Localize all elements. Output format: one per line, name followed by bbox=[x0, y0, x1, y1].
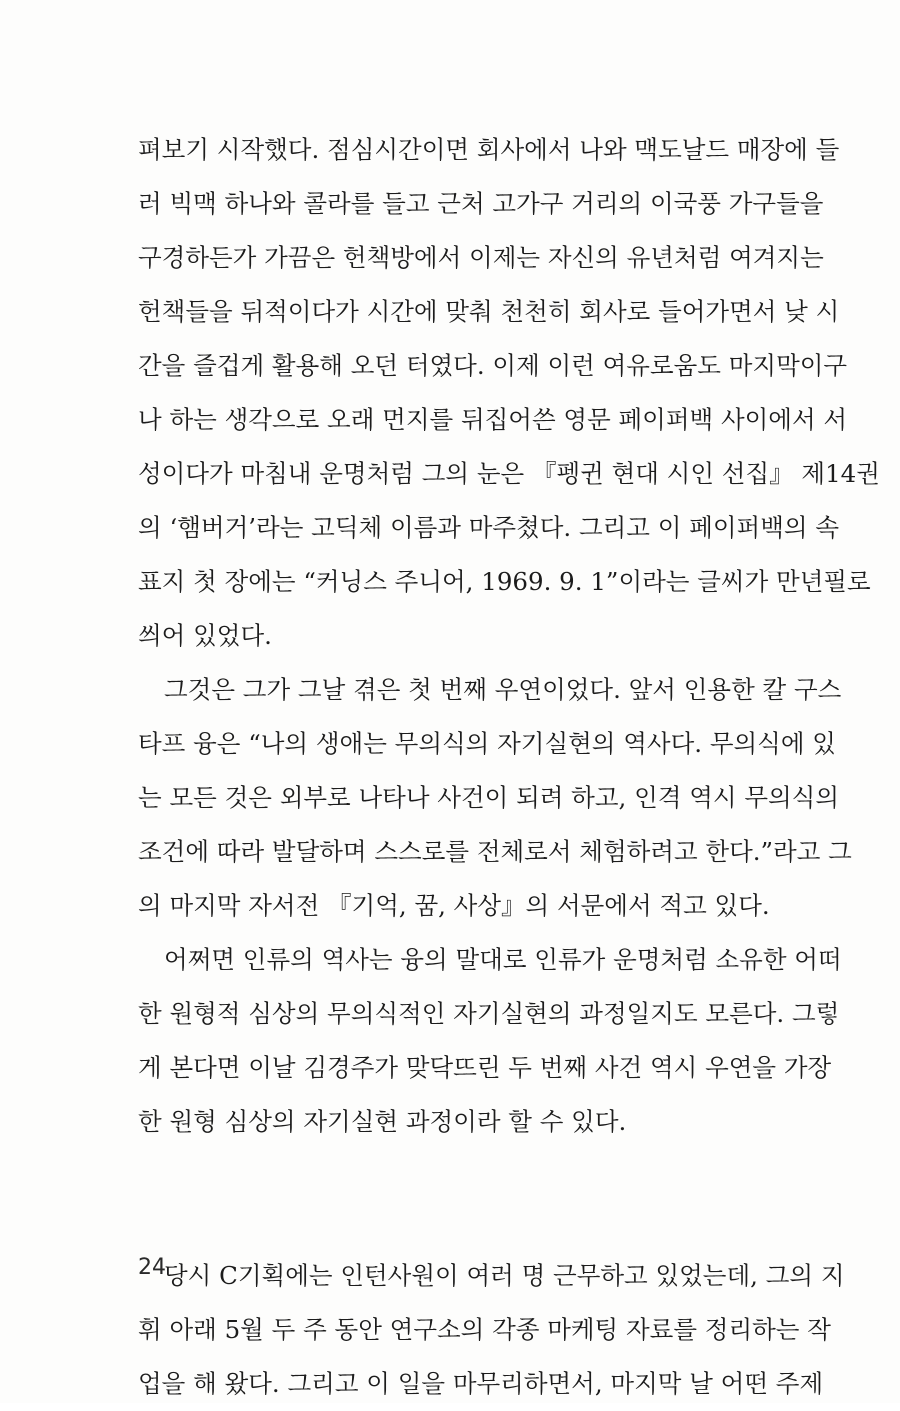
text-line: 헌책들을 뒤적이다가 시간에 맞춰 천천히 회사로 들어가면서 낮 시 bbox=[138, 297, 840, 326]
text-line: 나 하는 생각으로 오래 먼지를 뒤집어쓴 영문 페이퍼백 사이에서 서 bbox=[138, 405, 848, 434]
text-line: 업을 해 왔다. 그리고 이 일을 마무리하면서, 마지막 날 어떤 주제 bbox=[138, 1369, 824, 1398]
text-line: 구경하든가 가끔은 헌책방에서 이제는 자신의 유년처럼 여겨지는 bbox=[138, 243, 824, 272]
text-line: 당시 C기획에는 인턴사원이 여러 명 근무하고 있었는데, 그의 지 bbox=[164, 1261, 845, 1290]
text-line: 성이다가 마침내 운명처럼 그의 눈은 『펭귄 현대 시인 선집』 제14권 bbox=[138, 459, 880, 488]
text-line: 게 본다면 이날 김경주가 맞닥뜨린 두 번째 사건 역시 우연을 가장 bbox=[138, 1053, 832, 1082]
page-number: 24 bbox=[138, 1255, 166, 1280]
text-line: 의 마지막 자서전 『기억, 꿈, 사상』의 서문에서 적고 있다. bbox=[138, 891, 770, 920]
text-line: 러 빅맥 하나와 콜라를 들고 근처 고가구 거리의 이국풍 가구들을 bbox=[138, 189, 824, 218]
text-line: 씌어 있었다. bbox=[138, 621, 272, 650]
text-line: 는 모든 것은 외부로 나타나 사건이 되려 하고, 인격 역시 무의식의 bbox=[138, 783, 840, 812]
text-line: 펴보기 시작했다. 점심시간이면 회사에서 나와 맥도날드 매장에 들 bbox=[138, 135, 840, 164]
text-line: 표지 첫 장에는 “커닝스 주니어, 1969. 9. 1”이라는 글씨가 만년필로 bbox=[138, 567, 871, 596]
text-line: 그것은 그가 그날 겪은 첫 번째 우연이었다. 앞서 인용한 칼 구스 bbox=[164, 675, 842, 704]
text-line: 어쩌면 인류의 역사는 융의 말대로 인류가 운명처럼 소유한 어떠 bbox=[164, 945, 842, 974]
text-line: 휘 아래 5월 두 주 동안 연구소의 각종 마케팅 자료를 정리하는 작 bbox=[138, 1315, 831, 1344]
text-line: 타프 융은 “나의 생애는 무의식의 자기실현의 역사다. 무의식에 있 bbox=[138, 729, 836, 758]
text-line: 간을 즐겁게 활용해 오던 터였다. 이제 이런 여유로움도 마지막이구 bbox=[138, 351, 848, 380]
text-line: 한 원형적 심상의 무의식적인 자기실현의 과정일지도 모른다. 그렇 bbox=[138, 999, 840, 1028]
text-line: 조건에 따라 발달하며 스스로를 전체로서 체험하려고 한다.”라고 그 bbox=[138, 837, 852, 866]
text-line: 한 원형 심상의 자기실현 과정이라 할 수 있다. bbox=[138, 1107, 627, 1136]
text-line: 의 ‘햄버거’라는 고딕체 이름과 마주쳤다. 그리고 이 페이퍼백의 속 bbox=[138, 513, 840, 542]
